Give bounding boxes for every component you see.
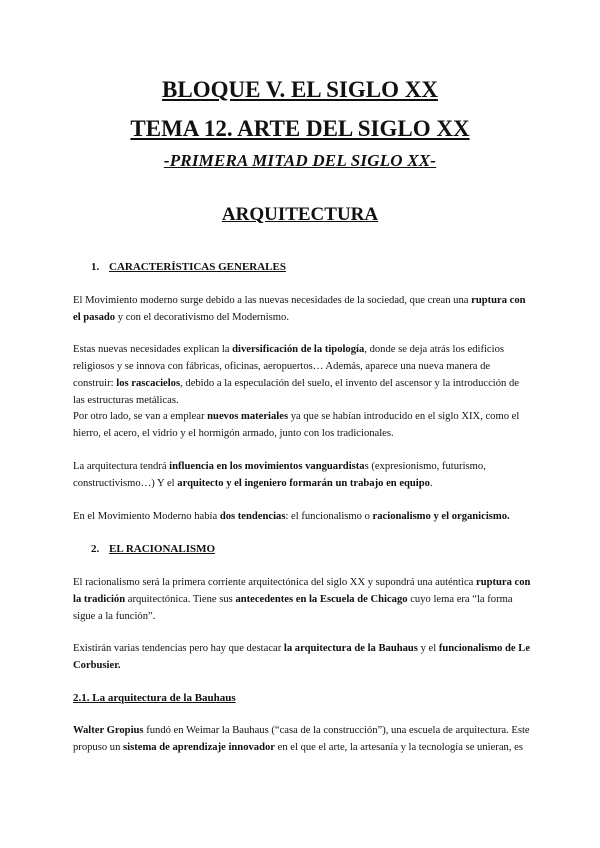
paragraph-racionalismo: El racionalismo será la primera corriente arquitectónica del siglo XX y supondrá una auténtica ruptura con la tradición arquitectónica. Tiene sus antecedentes en la Escuela de Chicago cuyo lema era “la forma sigue a la función”. <box>73 577 531 622</box>
paragraph-vanguardias: La arquitectura tendrá influencia en los movimientos vanguardistas (expresionismo, futurismo, constructivismo…) Y el arquitecto y el ingeniero formarán un trabajo en equipo. <box>73 461 486 489</box>
heading-caracteristicas <box>91 261 286 273</box>
heading-number: 1. <box>91 261 100 273</box>
paragraph-tendencias-racionalismo: Existirán varias tendencias pero hay que destacar la arquitectura de la Bauhaus y el funcionalismo de Le Corbusier. <box>73 643 531 671</box>
paragraph-gropius: Walter Gropius fundó en Weimar la Bauhaus (“casa de la construcción”), una escuela de arquitectura. Este propuso un sistema de aprendizaje innovador en el que el arte, la artesanía y la tecnología se unieran, es <box>73 725 530 753</box>
block-title: BLOQUE V. EL SIGLO XX <box>162 77 438 102</box>
period-subtitle: -PRIMERA MITAD DEL SIGLO XX- <box>163 151 437 170</box>
heading-number: 2. <box>91 543 100 555</box>
heading-racionalismo <box>91 543 215 555</box>
topic-title: TEMA 12. ARTE DEL SIGLO XX <box>130 116 470 141</box>
heading-bauhaus: 2.1. La arquitectura de la Bauhaus <box>73 692 236 704</box>
paragraph-diversificacion: Estas nuevas necesidades explican la diversificación de la tipología, donde se deja atrás los edificios religiosos y se innova con fábricas, oficinas, aeropuertos… Además, aparece una nueva manera de construir: los rascacielos, debido a la especulación del suelo, el invento del ascensor y la introducción de las estructuras metálicas. <box>73 344 519 406</box>
paragraph-movimiento-moderno: El Movimiento moderno surge debido a las nuevas necesidades de la sociedad, que crean una ruptura con el pasado y con el decorativismo del Modernismo. <box>73 295 526 323</box>
heading-text: EL RACIONALISMO <box>109 543 216 555</box>
paragraph-nuevos-materiales: Por otro lado, se van a emplear nuevos materiales ya que se habían introducido en el siglo XIX, como el hierro, el acero, el vidrio y el hormigón armado, junto con los tradicionales. <box>73 411 520 439</box>
section-title: ARQUITECTURA <box>221 204 379 225</box>
heading-text: CARACTERÍSTICAS GENERALES <box>109 261 286 273</box>
paragraph-tendencias: En el Movimiento Moderno había dos tendencias: el funcionalismo o racionalismo y el organicismo. <box>73 511 510 522</box>
